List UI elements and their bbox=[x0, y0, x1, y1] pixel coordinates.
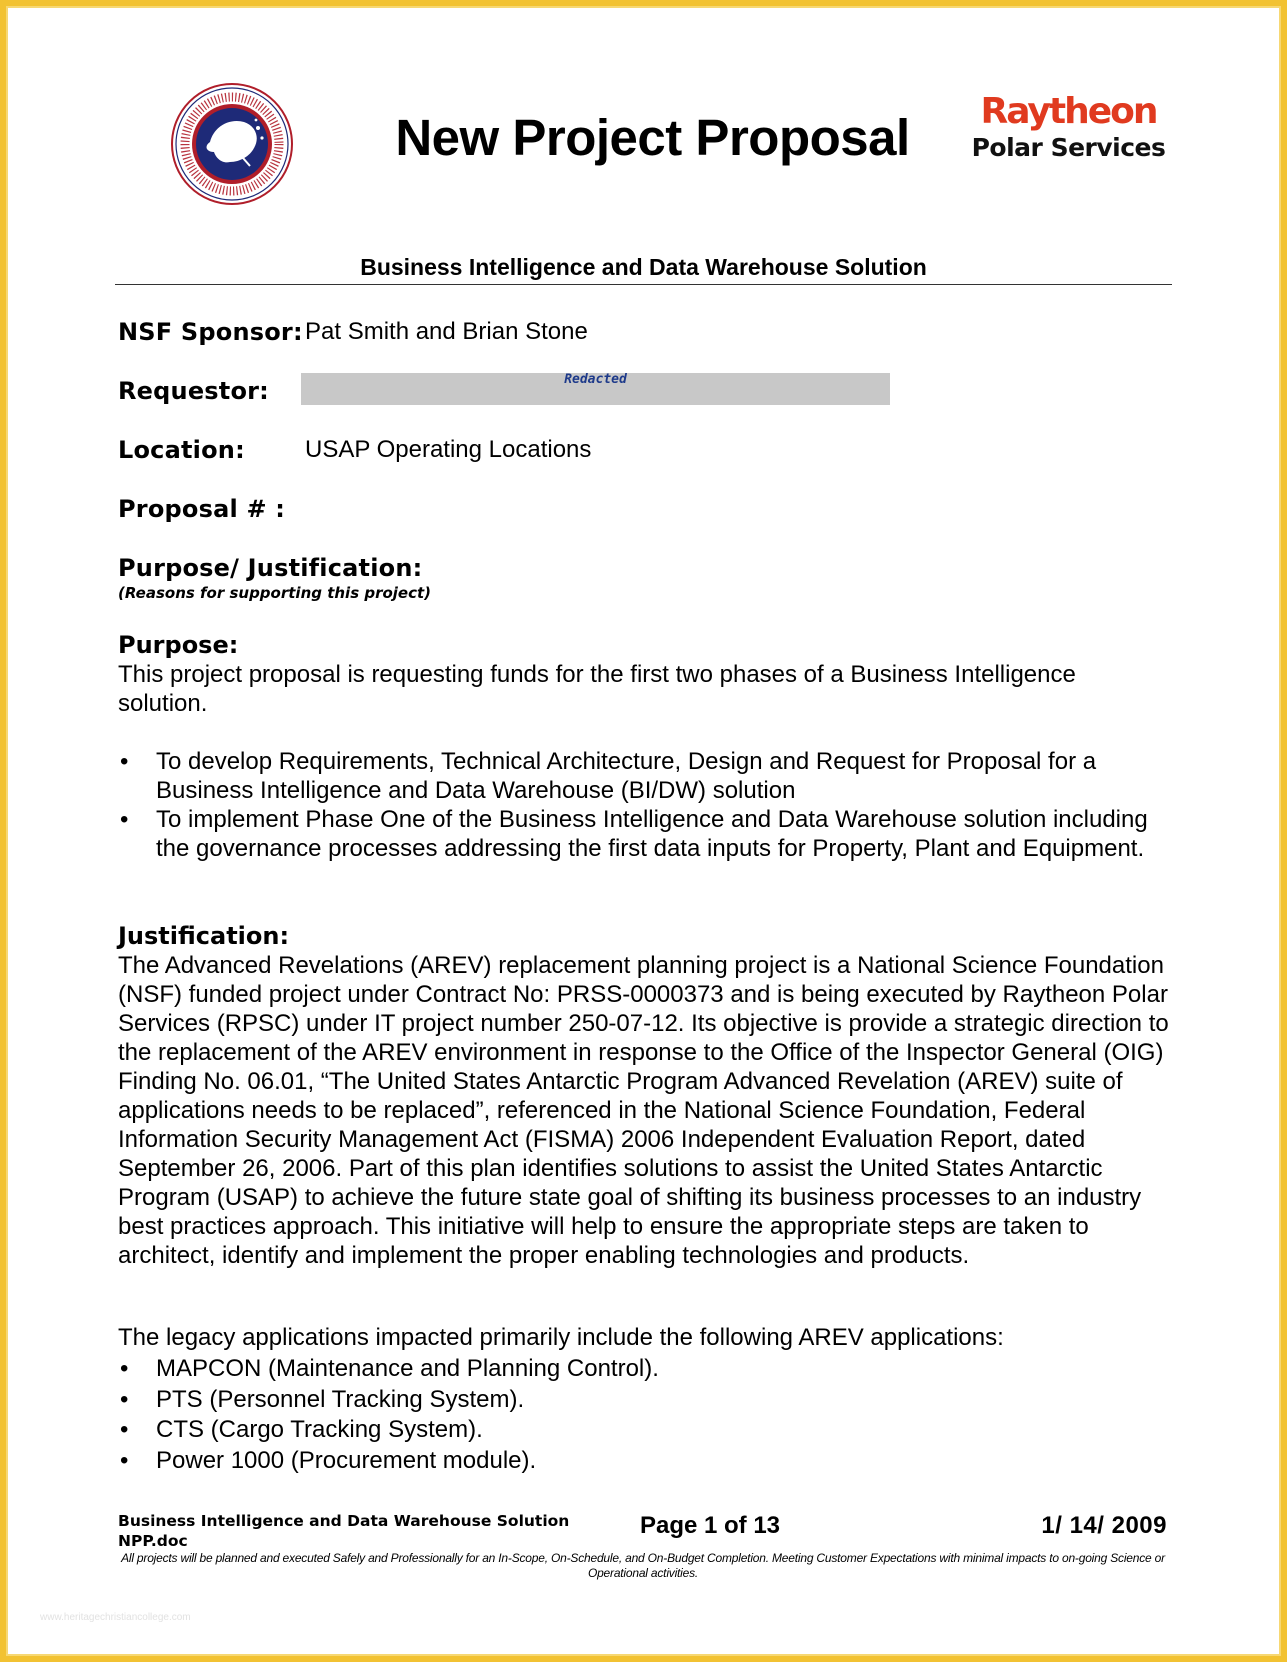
justification-text: The Advanced Revelations (AREV) replacement planning project is a National Science Foundation (NSF) funded project under Contract No: PRSS-0000373 and is being executed by Raytheon Polar Services (RPSC) under IT project number 250-07-12. Its objective is provide a strategic direction to the replacement of the AREV environment in response to the Office of the Inspector General (OIG) Finding No. 06.01, “The United States Antarctic Program Advanced Revelation (AREV) suite of applications needs to be replaced”, referenced in the National Science Foundation, Federal Information Security Management Act (FISMA) 2006 Independent Evaluation Report, dated September 26, 2006. Part of this plan identifies solutions to assist the United States Antarctic Program (USAP) to achieve the future state goal of shifting its business processes to an industry best practices approach. This initiative will help to ensure the appropriate steps are taken to architect, identify and implement the proper enabling technologies and products. bbox=[118, 952, 1169, 1269]
footer-date: 1/ 14/ 2009 bbox=[1041, 1512, 1167, 1539]
purpose-heading: Purpose: bbox=[118, 631, 239, 659]
legacy-list bbox=[118, 1354, 1178, 1476]
footer-note: All projects will be planned and executed Safely and Professionally for an In-Scope, On-Schedule, and On-Budget Completion. Meeting Customer Expectations with minimal impacts to on-going Science or Operational activities. bbox=[121, 1551, 1165, 1580]
usap-nsf-seal-icon bbox=[170, 82, 294, 206]
purpose-bullets bbox=[118, 747, 1178, 863]
bullet-icon: • bbox=[120, 806, 129, 833]
footer-doc-title: Business Intelligence and Data Warehouse Solution bbox=[118, 1512, 570, 1530]
list-item: • To develop Requirements, Technical Architecture, Design and Request for Proposal for a Business Intelligence and Data Warehouse (BI/DW) solution bbox=[120, 748, 1097, 804]
requestor-label: Requestor: bbox=[118, 377, 269, 405]
footer-file-name: NPP.doc bbox=[118, 1532, 188, 1550]
list-item: • MAPCON (Maintenance and Planning Control). bbox=[118, 1354, 1178, 1385]
document-title: New Project Proposal bbox=[395, 109, 910, 166]
list-item: • To implement Phase One of the Business Intelligence and Data Warehouse solution including the governance processes addressing the first data inputs for Property, Plant and Equipment. bbox=[120, 806, 1148, 862]
sponsor-value: Pat Smith and Brian Stone bbox=[305, 318, 588, 345]
bullet-icon: • bbox=[120, 1355, 129, 1382]
redacted-label: Redacted bbox=[564, 372, 627, 387]
legacy-intro: The legacy applications impacted primarily include the following AREV applications: bbox=[118, 1324, 1004, 1351]
list-item: • Power 1000 (Procurement module). bbox=[118, 1446, 1178, 1477]
brand-name: Raytheon bbox=[980, 91, 1157, 132]
bullet-icon: • bbox=[120, 1385, 129, 1413]
bullet-icon: • bbox=[120, 748, 129, 775]
location-label: Location: bbox=[118, 436, 245, 464]
justification-heading: Justification: bbox=[118, 922, 290, 950]
list-item: • CTS (Cargo Tracking System). bbox=[118, 1415, 1178, 1446]
requestor-redaction-box bbox=[301, 373, 890, 405]
raytheon-logo bbox=[966, 92, 1171, 164]
purpose-text: This project proposal is requesting funds for the first two phases of a Business Intelligence solution. bbox=[118, 661, 1076, 717]
header-divider bbox=[115, 284, 1172, 285]
watermark-text: www.heritagechristiancollege.com bbox=[40, 1612, 191, 1623]
footer-doc-info bbox=[118, 1511, 569, 1551]
purpose-section bbox=[118, 631, 1178, 718]
purpose-justification-note: (Reasons for supporting this project) bbox=[118, 584, 432, 602]
location-value: USAP Operating Locations bbox=[305, 436, 592, 463]
footer-page-number: Page 1 of 13 bbox=[639, 1512, 781, 1539]
document-subtitle: Business Intelligence and Data Warehouse Solution bbox=[360, 254, 927, 280]
proposal-number-label: Proposal # : bbox=[118, 495, 286, 523]
bullet-icon: • bbox=[120, 1416, 129, 1443]
brand-subtitle: Polar Services bbox=[971, 133, 1166, 162]
sponsor-label: NSF Sponsor: bbox=[118, 318, 303, 346]
justification-section bbox=[118, 922, 1178, 1270]
purpose-justification-label: Purpose/ Justification: bbox=[118, 554, 423, 582]
list-item: • PTS (Personnel Tracking System). bbox=[118, 1385, 1178, 1416]
bullet-icon: • bbox=[120, 1446, 129, 1474]
